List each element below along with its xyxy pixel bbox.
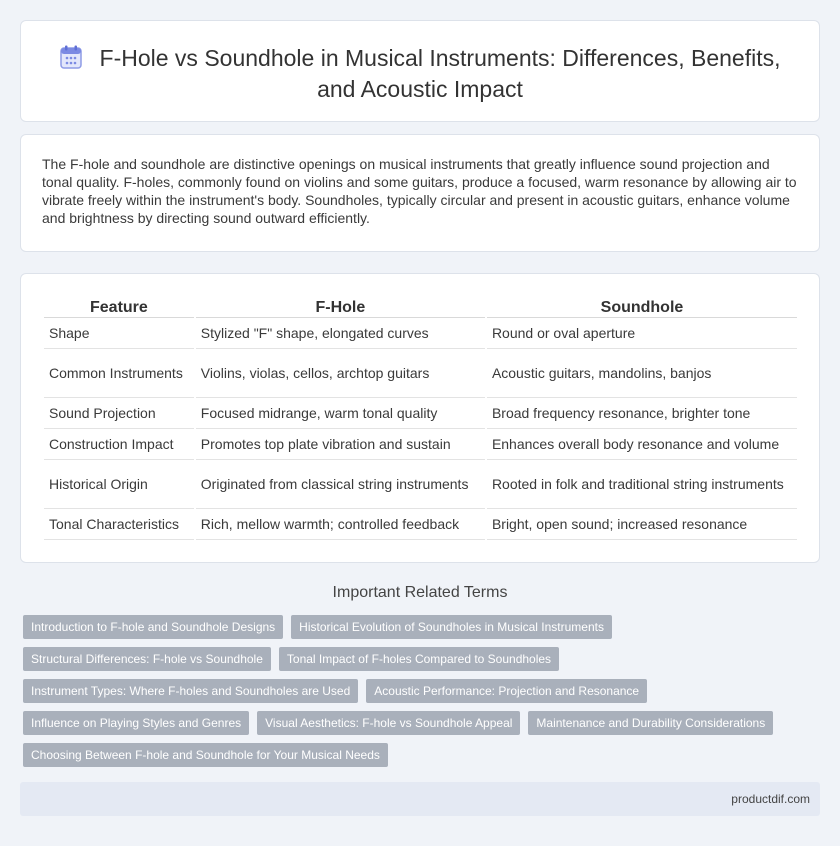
table-header-row [44,296,797,318]
cell-f-hole: Promotes top plate vibration and sustain [196,429,485,460]
intro-paragraph: The F-hole and soundhole are distinctive openings on musical instruments that greatly influence sound projection and tonal quality. F-holes, commonly found on violins and some guitars, produce a focused, warm resonance by allowing air to vibrate freely within the instrument's body. Soundholes, typically circular and present in acoustic guitars, enhance volume and brightness by directing sound outward efficiently. [42,156,797,226]
cell-feature: Common Instruments [44,349,194,398]
related-terms-heading: Important Related Terms [332,584,508,601]
footer-site-name[interactable]: productdif.com [731,792,810,806]
tag-row [23,615,813,639]
header-f-hole: F-Hole [196,296,485,318]
related-term-tag[interactable]: Tonal Impact of F-holes Compared to Soundholes [279,647,559,671]
related-term-tag[interactable]: Choosing Between F-hole and Soundhole for Your Musical Needs [23,743,388,767]
cell-f-hole: Originated from classical string instruments [196,460,485,509]
cell-f-hole: Focused midrange, warm tonal quality [196,398,485,429]
related-term-tag[interactable]: Influence on Playing Styles and Genres [23,711,249,735]
page-title: F-Hole vs Soundhole in Musical Instruments: Differences, Benefits, and Acoustic Impact [99,45,781,102]
header-soundhole: Soundhole [487,296,797,318]
related-terms-list [23,615,813,775]
comparison-table-card [20,273,820,563]
comparison-table [42,296,799,540]
page-title-wrap [45,43,795,105]
cell-f-hole: Rich, mellow warmth; controlled feedback [196,509,485,540]
cell-feature: Construction Impact [44,429,194,460]
table-row [44,429,797,460]
header-feature: Feature [44,296,194,318]
table-row [44,318,797,349]
table-row [44,349,797,398]
cell-f-hole: Violins, violas, cellos, archtop guitars [196,349,485,398]
calendar-icon [60,45,82,69]
related-term-tag[interactable]: Visual Aesthetics: F-hole vs Soundhole Appeal [257,711,520,735]
related-term-tag[interactable]: Historical Evolution of Soundholes in Musical Instruments [291,615,612,639]
tag-row [23,679,813,703]
cell-soundhole: Rooted in folk and traditional string instruments [487,460,797,509]
related-term-tag[interactable]: Acoustic Performance: Projection and Resonance [366,679,647,703]
cell-feature: Tonal Characteristics [44,509,194,540]
table-row [44,509,797,540]
cell-soundhole: Broad frequency resonance, brighter tone [487,398,797,429]
cell-feature: Historical Origin [44,460,194,509]
tag-row [23,743,813,767]
cell-f-hole: Stylized "F" shape, elongated curves [196,318,485,349]
table-row [44,398,797,429]
intro-card [20,134,820,252]
related-term-tag[interactable]: Introduction to F-hole and Soundhole Designs [23,615,283,639]
header-card [20,20,820,122]
tag-row [23,711,813,735]
table-row [44,460,797,509]
footer-bar [20,782,820,816]
cell-feature: Shape [44,318,194,349]
related-term-tag[interactable]: Maintenance and Durability Considerations [528,711,773,735]
related-term-tag[interactable]: Structural Differences: F-hole vs Soundhole [23,647,271,671]
tag-row [23,647,813,671]
cell-soundhole: Acoustic guitars, mandolins, banjos [487,349,797,398]
related-term-tag[interactable]: Instrument Types: Where F-holes and Soundholes are Used [23,679,358,703]
cell-soundhole: Round or oval aperture [487,318,797,349]
cell-feature: Sound Projection [44,398,194,429]
cell-soundhole: Enhances overall body resonance and volume [487,429,797,460]
cell-soundhole: Bright, open sound; increased resonance [487,509,797,540]
